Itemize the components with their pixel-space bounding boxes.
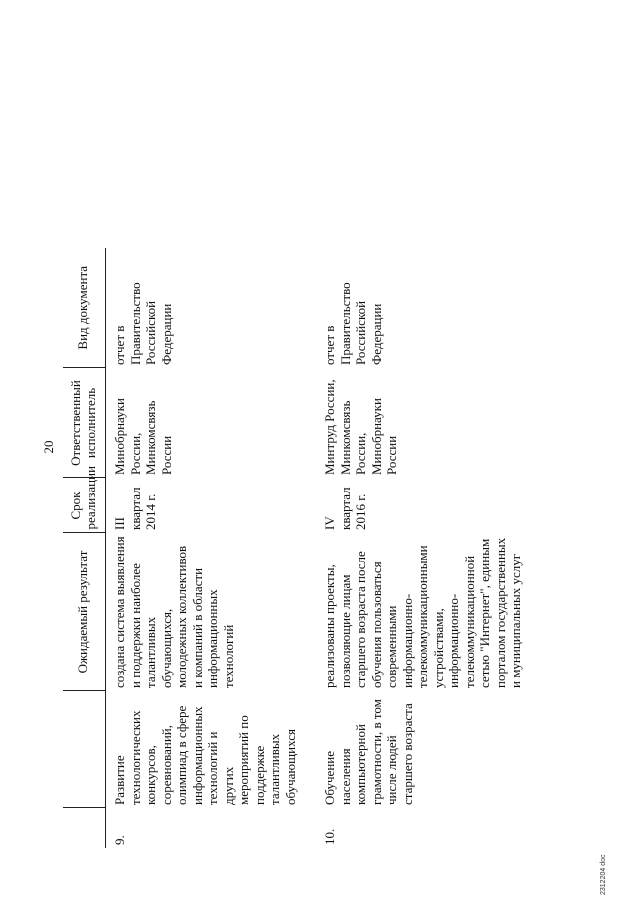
row-result: реализованы проекты, позволяющие лицам старшего возраста после обучения пользоваться современными информационно-телекоммуникационными устройствами, информационно-телекоммуникационной сетью "Интернет", единым порталом государственных и муниципальных услуг — [322, 537, 523, 688]
row-num: 10. — [322, 828, 337, 845]
row-blank — [316, 58, 528, 248]
row-doc-type: отчет в Правительство Российской Федерации — [112, 282, 174, 365]
page-number: 20 — [41, 440, 56, 454]
header-blank — [63, 58, 106, 248]
table-row — [106, 58, 303, 848]
file-footer: 2312204 doc — [600, 854, 607, 895]
header-term: Срок реализации — [63, 478, 106, 533]
header-responsible: Ответственный исполнитель — [63, 368, 106, 478]
row-responsible: Минобрнауки России, Минкомсвязь России — [112, 398, 174, 475]
table-header-row — [63, 58, 106, 848]
row-term: III квартал 2014 г. — [112, 487, 158, 530]
row-name: Развитие технологических конкурсов, соревнований, олимпиад в сфере информационных технологий и других мероприятий по поддержке талантливых обучающихся — [112, 705, 298, 805]
row-doc-type: отчет в Правительство Российской Федерации — [322, 282, 384, 365]
table-row — [316, 58, 528, 848]
row-term: IV квартал 2016 г. — [322, 487, 368, 530]
row-blank — [106, 58, 303, 248]
row-num: 9. — [112, 835, 127, 845]
header-name — [63, 691, 106, 808]
header-result: Ожидаемый результат — [63, 533, 106, 691]
row-responsible: Минтруд России, Минкомсвязь России, Минобрнауки России — [322, 379, 399, 475]
action-plan-table — [63, 58, 528, 848]
header-doc-type: Вид документа — [63, 248, 106, 368]
row-result: создана система выявления и поддержки наиболее талантливых обучающихся, молодежных коллективов и компаний в области информационных технологий — [112, 536, 236, 688]
header-num — [63, 808, 106, 848]
row-name: Обучение населения компьютерной грамотности, в том числе людей старшего возраста — [322, 699, 415, 805]
